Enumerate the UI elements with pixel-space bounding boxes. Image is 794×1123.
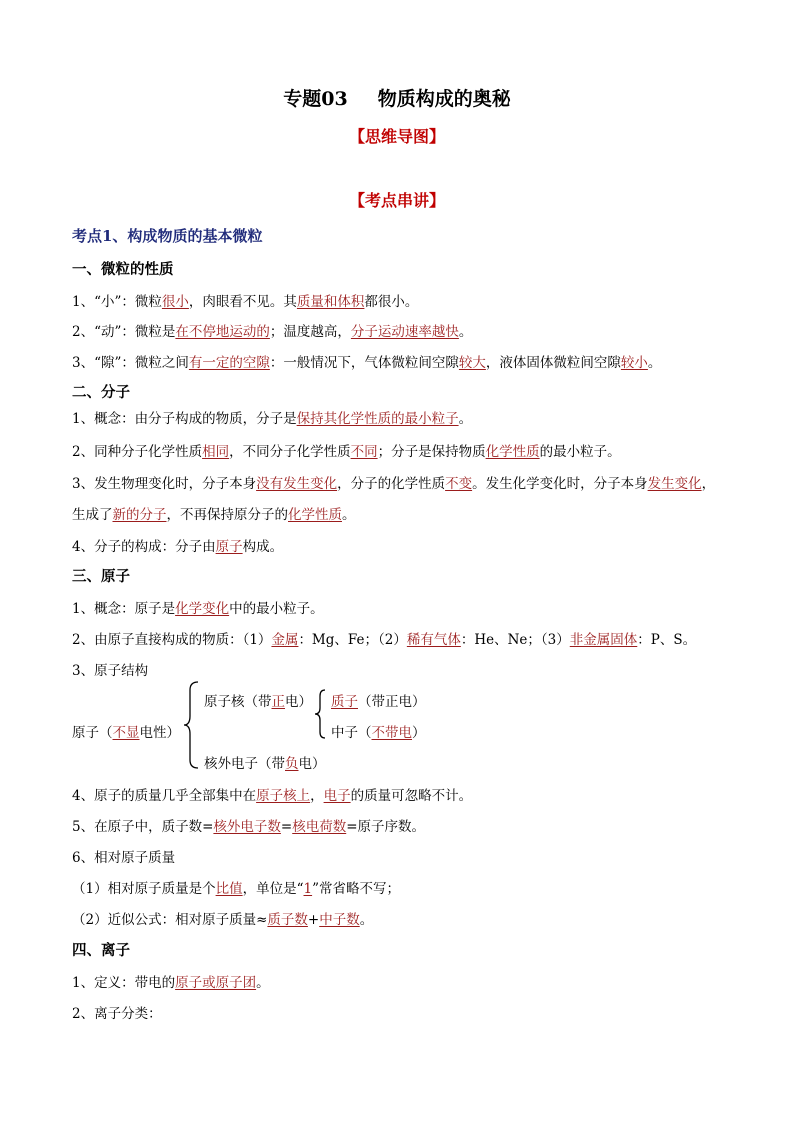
atom-brace [184, 680, 204, 770]
proton-node: 质子（带正电） [331, 694, 426, 710]
line-moving: 2、“动”：微粒是在不停地运动的；温度越高，分子运动速率越快。 [72, 324, 473, 340]
relative-mass-1: （1）相对原子质量是个比值，单位是“1”常省略不写； [72, 881, 400, 897]
line-gap: 3、“隙”：微粒之间有一定的空隙：一般情况下，气体微粒间空隙较大，液体固体微粒间空隙较小。 [72, 355, 662, 371]
neutron-node: 中子（不带电） [331, 725, 426, 741]
molecule-change-line2: 生成了新的分子，不再保持原分子的化学性质。 [72, 507, 356, 523]
molecule-change-line1: 3、发生物理变化时，分子本身没有发生变化，分子的化学性质不变。发生化学变化时，分子本身发生变化， [72, 476, 716, 492]
atom-structure-label: 3、原子结构 [72, 663, 149, 679]
molecule-chemical-property: 2、同种分子化学性质相同，不同分子化学性质不同；分子是保持物质化学性质的最小粒子。 [72, 444, 621, 460]
mindmap-heading: 【思维导图】 [348, 127, 445, 146]
line-small: 1、“小”：微粒很小，肉眼看不见。其质量和体积都很小。 [72, 294, 419, 310]
relative-mass-label: 6、相对原子质量 [72, 850, 176, 866]
section-atom: 三、原子 [72, 568, 130, 585]
atom-concept: 1、概念：原子是化学变化中的最小粒子。 [72, 601, 324, 617]
page-title: 专题03 物质构成的奥秘 [283, 88, 511, 110]
section-particle-properties: 一、微粒的性质 [72, 261, 174, 278]
nucleus-brace [315, 688, 329, 740]
atom-substances: 2、由原子直接构成的物质：（1）金属：Mg、Fe；（2）稀有气体：He、Ne；（3）非金属固体：P、S。 [72, 632, 697, 648]
atom-mass: 4、原子的质量几乎全部集中在原子核上，电子的质量可忽略不计。 [72, 788, 473, 804]
electron-node: 核外电子（带负电） [204, 756, 326, 772]
relative-mass-2: （2）近似公式：相对原子质量≈质子数+中子数。 [72, 912, 374, 928]
section-ion: 四、离子 [72, 942, 130, 959]
section-molecule: 二、分子 [72, 384, 130, 401]
key-points-heading: 【考点串讲】 [348, 191, 445, 210]
ion-definition: 1、定义：带电的原子或原子团。 [72, 975, 270, 991]
nucleus-node: 原子核（带正电） [204, 694, 312, 710]
molecule-concept: 1、概念：由分子构成的物质，分子是保持其化学性质的最小粒子。 [72, 411, 473, 427]
kaodian-1-title: 考点1、构成物质的基本微粒 [72, 227, 263, 245]
molecule-composition: 4、分子的构成：分子由原子构成。 [72, 539, 284, 555]
atom-node: 原子（不显电性） [72, 725, 180, 741]
ion-classification: 2、离子分类： [72, 1006, 162, 1022]
atom-numbers: 5、在原子中，质子数=核外电子数=核电荷数=原子序数。 [72, 819, 426, 835]
